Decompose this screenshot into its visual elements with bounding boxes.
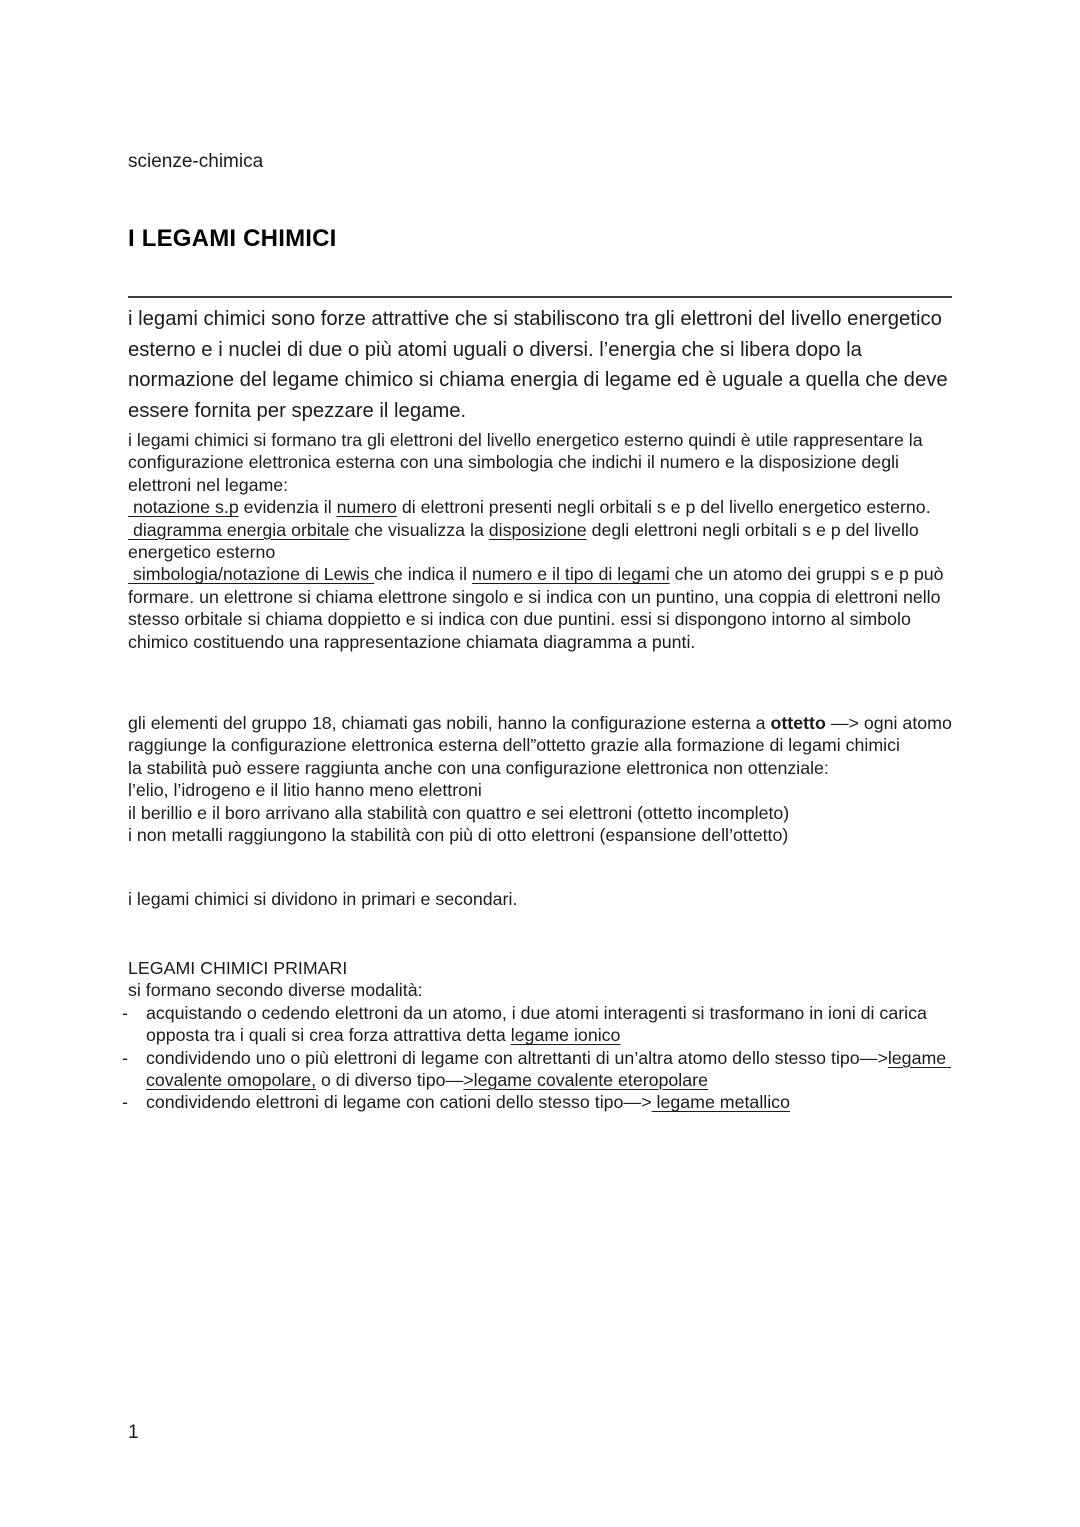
diagram-text-2: degli elettroni negli orbitali s e p del livello energetico esterno <box>128 519 924 563</box>
bullet-covalent-text-1: condividendo uno o più elettroni di legame con altrettanti di un’altra atomo dello stesso tipo—> <box>146 1047 888 1068</box>
underlined-term-covalente-omopolare: legame covalente omopolare, <box>146 1047 952 1091</box>
bullet-dash: - <box>122 1002 128 1023</box>
page-number: 1 <box>128 1422 139 1443</box>
notation-text-1: evidenzia il <box>238 497 337 518</box>
bullet-covalent-paragraph <box>146 1047 956 1092</box>
beryllium-line <box>128 802 956 824</box>
bullet-metallic-paragraph <box>146 1091 956 1113</box>
bullet-item-covalent <box>122 1047 956 1092</box>
underlined-term-tipo-di-legami: numero e il tipo di legami <box>472 564 670 585</box>
stability-line <box>128 757 956 779</box>
bullet-item-ionic <box>122 1002 956 1047</box>
octet-section <box>128 712 956 846</box>
notation-text-2: di elettroni presenti negli orbitali s e p del livello energetico esterno. <box>396 497 931 518</box>
primary-heading-text: LEGAMI CHIMICI PRIMARI <box>128 958 348 978</box>
divider-line <box>128 296 952 298</box>
symbology-intro-text: i legami chimici si formano tra gli elettroni del livello energetico esterno quindi è utile rappresentare la configurazione elettronica esterna con una simbologia che indichi il numero e la disposizione degli elettroni nel legame: <box>128 430 928 495</box>
bold-term-ottetto: ottetto <box>770 713 826 733</box>
doc-label: scienze-chimica <box>128 151 264 172</box>
primary-heading <box>128 957 956 979</box>
intro-paragraph: i legami chimici sono forze attrattive che si stabiliscono tra gli elettroni del livello energetico esterno e i nuclei di due o più atomi uguali o diversi. l’energia che si libera dopo la normazione del legame chimico si chiama energia di legame ed è uguale a quella che deve essere fornita per spezzare il legame. <box>128 308 954 422</box>
bullet-dash: - <box>122 1047 128 1068</box>
underlined-term-numero: numero <box>336 497 397 518</box>
nonmetals-line <box>128 824 956 846</box>
division-note <box>128 888 956 910</box>
helium-text: l’elio, l’idrogeno e il litio hanno meno elettroni <box>128 780 482 801</box>
bullet-item-metallic <box>122 1091 956 1113</box>
underlined-term-notazione-sp: notazione s.p <box>128 497 239 518</box>
bullet-ionic-text: acquistando o cedendo elettroni da un atomo, i due atomi interagenti si trasformano in ioni di carica opposta tra i quali si crea forza attrattiva detta <box>146 1002 932 1046</box>
division-note-text: i legami chimici si dividono in primari e secondari. <box>128 889 518 909</box>
bullet-metallic-text: condividendo elettroni di legame con cationi dello stesso tipo—> <box>146 1092 652 1113</box>
underlined-term-lewis: simbologia/notazione di Lewis <box>128 564 375 585</box>
nonmetals-text: i non metalli raggiungono la stabilità con più di otto elettroni (espansione dell’ottetto) <box>128 825 789 846</box>
notation-sp-paragraph <box>128 496 956 518</box>
lewis-paragraph <box>128 563 956 653</box>
octet-text-1: gli elementi del gruppo 18, chiamati gas nobili, hanno la configurazione esterna a <box>128 713 771 733</box>
page-title: I LEGAMI CHIMICI <box>128 225 337 252</box>
underlined-term-diagramma: diagramma energia orbitale <box>128 519 350 540</box>
underlined-term-covalente-eteropolare: >legame covalente eteropolare <box>463 1070 708 1091</box>
symbology-intro-paragraph <box>128 429 956 496</box>
octet-paragraph <box>128 712 956 757</box>
orbital-diagram-paragraph <box>128 519 956 564</box>
underlined-term-legame-ionico: legame ionico <box>510 1025 621 1046</box>
division-note-paragraph <box>128 888 956 910</box>
primary-subheading <box>128 979 956 1001</box>
diagram-text-1: che visualizza la <box>349 519 489 540</box>
beryllium-text: il berillio e il boro arrivano alla stabilità con quattro e sei elettroni (ottetto incompleto) <box>128 802 790 823</box>
helium-line <box>128 779 956 801</box>
symbology-section <box>128 429 956 653</box>
bullet-ionic-paragraph <box>146 1002 956 1047</box>
primary-subheading-text: si formano secondo diverse modalità: <box>128 980 423 1001</box>
bullet-dash: - <box>122 1092 128 1113</box>
bullet-covalent-text-2: o di diverso tipo— <box>316 1070 464 1091</box>
primary-bonds-section <box>122 957 956 1114</box>
underlined-term-disposizione: disposizione <box>488 519 587 540</box>
octet-text-2: —> ogni atomo raggiunge la configurazione elettronica esterna dell”ottetto grazie alla formazione di legami chimici <box>128 713 957 756</box>
stability-text: la stabilità può essere raggiunta anche con una configurazione elettronica non ottenziale: <box>128 757 829 778</box>
lewis-text-2: che un atomo dei gruppi s e p può formare. un elettrone si chiama elettrone singolo e si indica con un puntino, una coppia di elettroni nello stesso orbitale si chiama doppietto e si indica con due puntini. essi si dispongono intorno al simbolo chimico costituendo una rappresentazione chiamata diagramma a punti. <box>128 564 949 652</box>
underlined-term-legame-metallico: legame metallico <box>651 1092 790 1113</box>
lewis-text-1: che indica il <box>374 564 472 585</box>
